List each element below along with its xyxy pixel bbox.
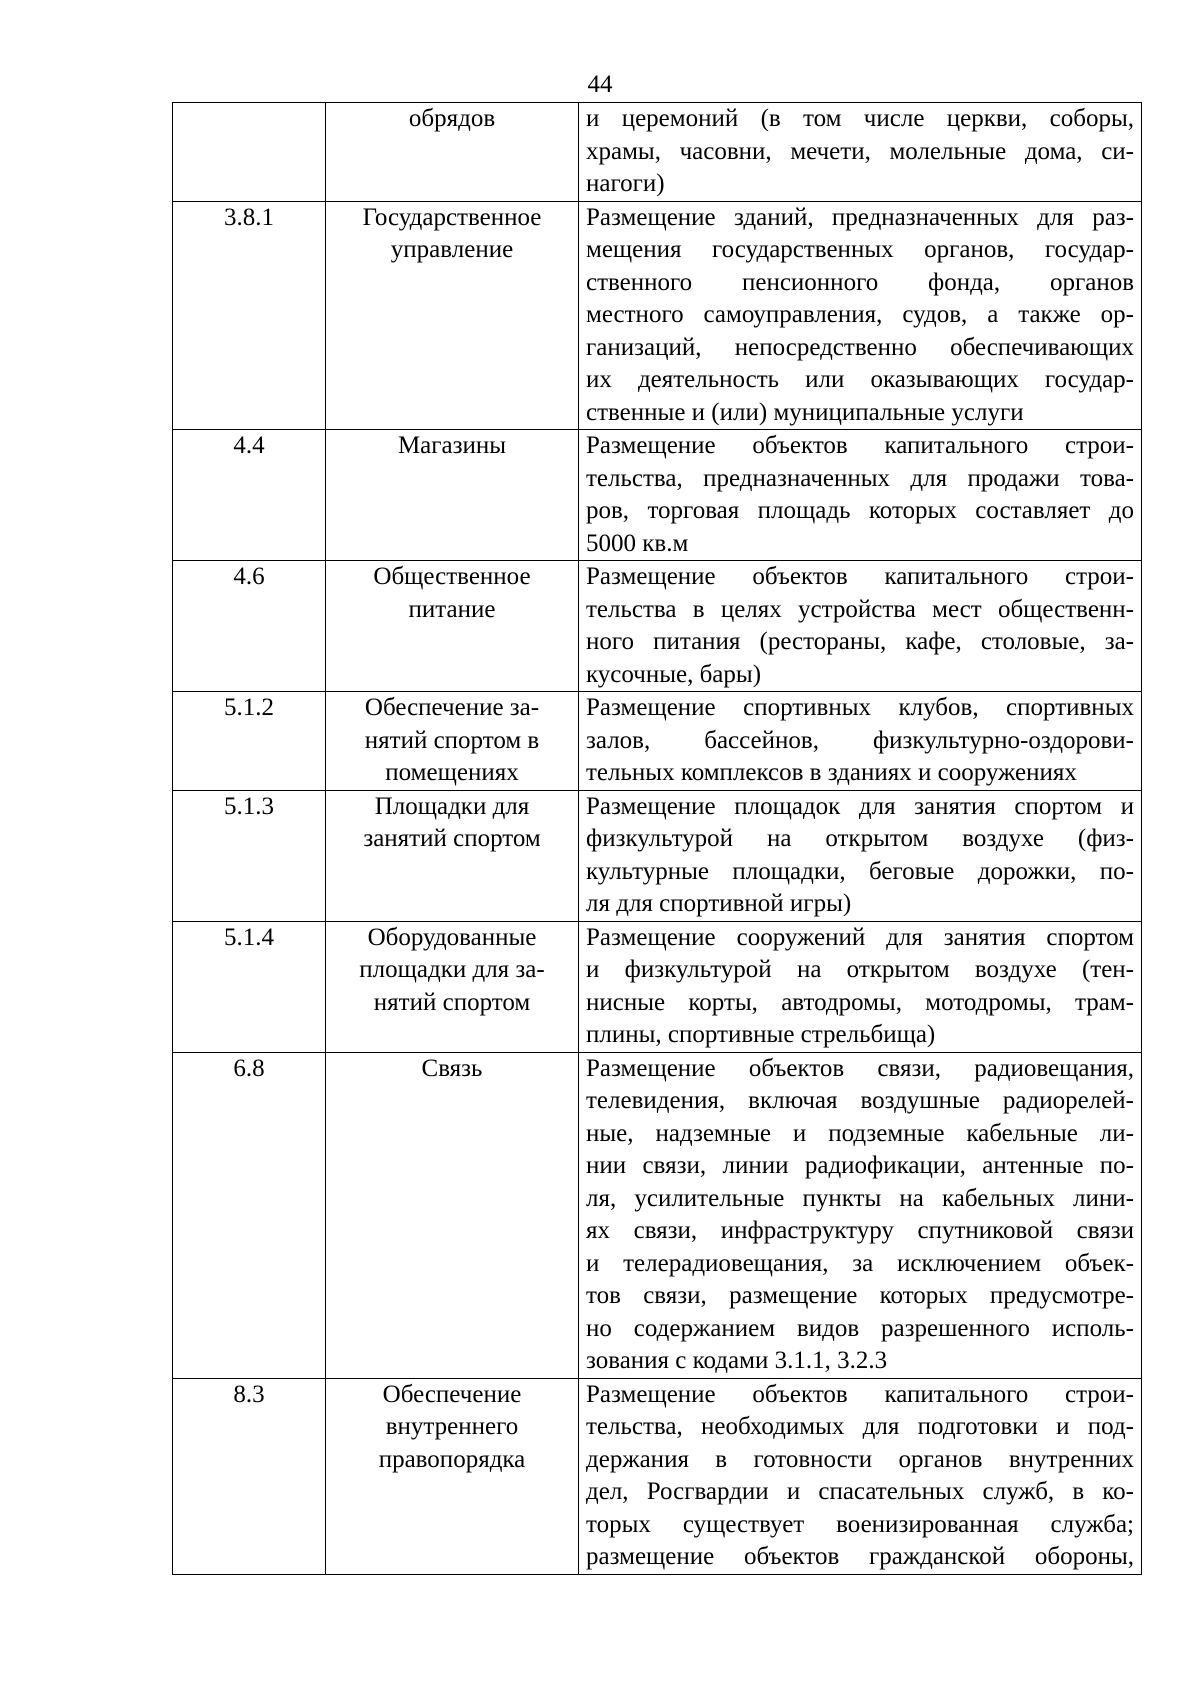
- description-cell: Размещение объектов капитального строи- тельства в целях устройства мест общественн- ного питания (рестораны, кафе, столовые, за- кусочные, бары): [579, 561, 1142, 692]
- name-cell: Площадки для занятий спортом: [326, 790, 579, 921]
- table-row: [173, 1378, 1142, 1574]
- name-cell: обрядов: [326, 103, 579, 202]
- code-cell: 4.6: [173, 561, 326, 692]
- description-cell: Размещение объектов капитального строи- тельства, необходимых для подготовки и под- держания в готовности органов внутренних дел, Росгвардии и спасательных служб, в ко- торых существует военизированная служба; размещение объектов гражданской обороны,: [579, 1378, 1142, 1574]
- table-row: [173, 430, 1142, 561]
- table-row: [173, 1052, 1142, 1378]
- table-row: [173, 921, 1142, 1052]
- description-cell: и церемоний (в том числе церкви, соборы, храмы, часовни, мечети, молельные дома, си- нагоги): [579, 103, 1142, 202]
- name-cell: Обеспечение внутреннего правопорядка: [326, 1378, 579, 1574]
- code-cell: 5.1.2: [173, 692, 326, 791]
- code-cell: [173, 103, 326, 202]
- code-cell: 8.3: [173, 1378, 326, 1574]
- description-cell: Размещение площадок для занятия спортом и физкультурой на открытом воздухе (физ- культурные площадки, беговые дорожки, по- ля для спортивной игры): [579, 790, 1142, 921]
- table-row: [173, 692, 1142, 791]
- name-cell: Оборудованные площадки для за- нятий спортом: [326, 921, 579, 1052]
- description-cell: Размещение сооружений для занятия спортом и физкультурой на открытом воздухе (тен- нисные корты, автодромы, мотодромы, трам- плины, спортивные стрельбища): [579, 921, 1142, 1052]
- name-cell: Обеспечение за- нятий спортом в помещениях: [326, 692, 579, 791]
- name-cell: Связь: [326, 1052, 579, 1378]
- description-cell: Размещение объектов связи, радиовещания, телевидения, включая воздушные радиорелей- ные, надземные и подземные кабельные ли- нии связи, линии радиофикации, антенные по- ля, усилительные пункты на кабельных лини- ях связи, инфраструктуру спутниковой связи и телерадиовещания, за исключением объек- тов связи, размещение которых предусмотре- но содержанием видов разрешенного исполь- зования с кодами 3.1.1, 3.2.3: [579, 1052, 1142, 1378]
- code-cell: 4.4: [173, 430, 326, 561]
- name-cell: Магазины: [326, 430, 579, 561]
- table-row: [173, 201, 1142, 430]
- description-cell: Размещение спортивных клубов, спортивных залов, бассейнов, физкультурно-оздорови- тельных комплексов в зданиях и сооружениях: [579, 692, 1142, 791]
- code-cell: 5.1.4: [173, 921, 326, 1052]
- name-cell: Государственное управление: [326, 201, 579, 430]
- table-row: [173, 790, 1142, 921]
- code-cell: 5.1.3: [173, 790, 326, 921]
- name-cell: Общественное питание: [326, 561, 579, 692]
- description-cell: Размещение объектов капитального строи- тельства, предназначенных для продажи това- ров, торговая площадь которых составляет до 5000 кв.м: [579, 430, 1142, 561]
- description-cell: Размещение зданий, предназначенных для раз- мещения государственных органов, государ- ственного пенсионного фонда, органов местного самоуправления, судов, а также ор- ганизаций, непосредственно обеспечивающих их деятельность или оказывающих государ- ственные и (или) муниципальные услуги: [579, 201, 1142, 430]
- code-cell: 3.8.1: [173, 201, 326, 430]
- table-row: [173, 561, 1142, 692]
- page-number: 44: [587, 71, 613, 98]
- table-row: [173, 103, 1142, 202]
- code-cell: 6.8: [173, 1052, 326, 1378]
- land-use-table: [172, 102, 1142, 1575]
